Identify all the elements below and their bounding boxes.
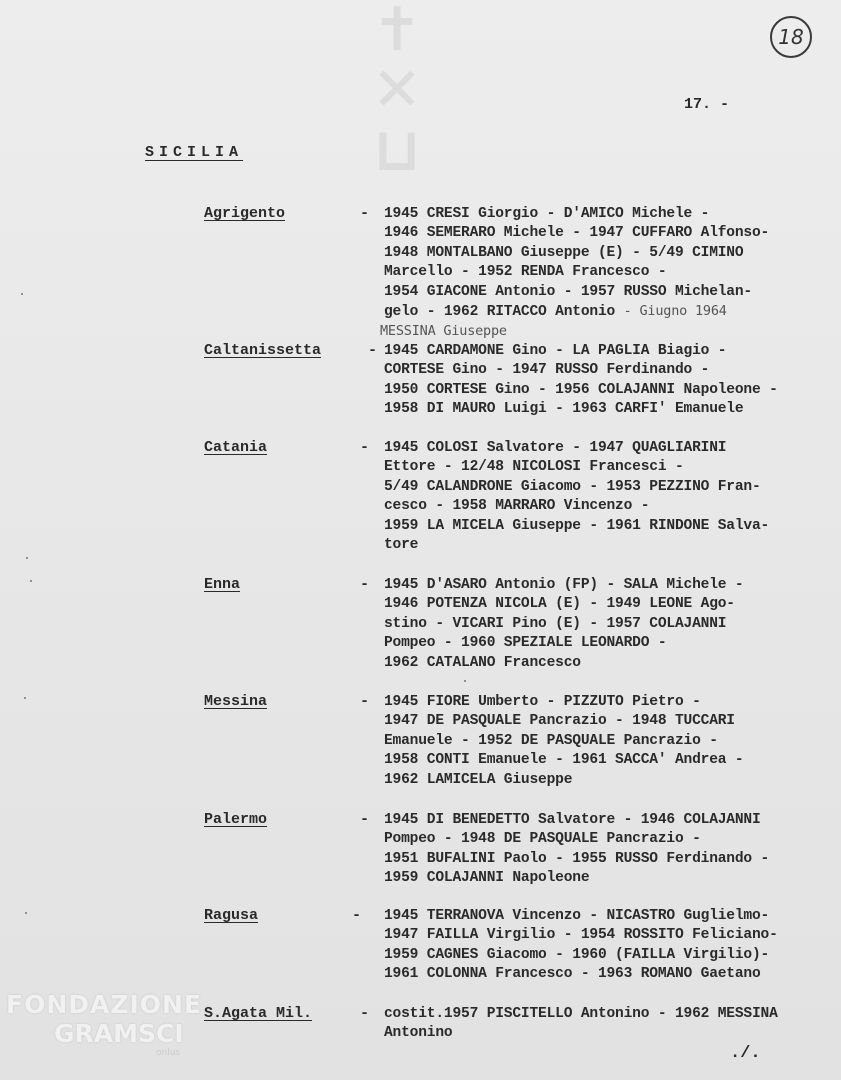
province-name: Agrigento	[204, 205, 286, 222]
typed-note: - Giugno 1964	[623, 302, 727, 319]
typed-note-line: MESSINA Giuseppe	[380, 323, 507, 339]
list-line: Ettore - 12/48 NICOLOSI Francesci -	[384, 459, 684, 476]
list-line: 1945 CRESI Giorgio - D'AMICO Michele -	[384, 206, 710, 222]
list-line: CORTESE Gino - 1947 RUSSO Ferdinando -	[384, 362, 710, 379]
logo-text: GRAMSCI	[54, 1019, 184, 1048]
list-line: 1959 COLAJANNI Napoleone	[384, 870, 590, 887]
list-line: tore	[384, 536, 419, 553]
province-name: Ragusa	[204, 907, 259, 924]
list-line: 1962 CATALANO Francesco	[384, 654, 581, 671]
list-line: 1948 MONTALBANO Giuseppe (E) - 5/49 CIMINO	[384, 244, 744, 261]
entry-dash: -	[360, 439, 370, 456]
province-name: S.Agata Mil.	[204, 1005, 313, 1022]
logo-text: onlus	[156, 1048, 181, 1058]
continuation-mark: ./.	[730, 1044, 761, 1063]
entry-dash: -	[360, 1005, 370, 1022]
list-line: 1962 LAMICELA Giuseppe	[384, 771, 573, 788]
list-line: 1947 DE PASQUALE Pancrazio - 1948 TUCCARI	[384, 713, 735, 730]
watermark-decoration: ✝ ✕ ⊔	[371, 0, 423, 185]
list-line: 1947 FAILLA Virgilio - 1954 ROSSITO Feliciano-	[384, 927, 778, 944]
fondazione-gramsci-logo	[6, 990, 221, 1070]
list-line: 1945 DI BENEDETTO Salvatore - 1946 COLAJANNI	[384, 812, 761, 828]
list-line: Pompeo - 1960 SPEZIALE LEONARDO -	[384, 635, 667, 652]
list-line: 1951 BUFALINI Paolo - 1955 RUSSO Ferdinando -	[384, 850, 770, 867]
list-line: 1958 DI MAURO Luigi - 1963 CARFI' Emanuele	[384, 401, 744, 418]
province-name: Palermo	[204, 811, 268, 828]
list-line: 5/49 CALANDRONE Giacomo - 1953 PEZZINO Fran-	[384, 478, 761, 495]
list-line: Pompeo - 1948 DE PASQUALE Pancrazio -	[384, 831, 701, 848]
list-line: Emanuele - 1952 DE PASQUALE Pancrazio -	[384, 732, 718, 749]
list-line: cesco - 1958 MARRARO Vincenzo -	[384, 498, 650, 515]
secretaries-list	[384, 576, 836, 673]
province-name: Caltanissetta	[204, 342, 322, 359]
province-name: Messina	[204, 693, 268, 710]
province-name: Catania	[204, 439, 268, 456]
list-line: 1945 D'ASARO Antonio (FP) - SALA Michele -	[384, 577, 744, 593]
scan-speck	[464, 680, 466, 682]
entry-dash: -	[360, 576, 370, 593]
entry-dash: -	[360, 693, 370, 710]
entry-dash: -	[360, 811, 370, 828]
list-line: 1950 CORTESE Gino - 1956 COLAJANNI Napoleone -	[384, 381, 778, 398]
entry-dash: -	[368, 342, 378, 359]
scan-speck	[25, 912, 27, 914]
list-line: 1958 CONTI Emanuele - 1961 SACCA' Andrea -	[384, 752, 744, 769]
entry-dash: -	[360, 205, 370, 222]
list-line: 1946 POTENZA NICOLA (E) - 1949 LEONE Ago-	[384, 596, 735, 613]
secretaries-list	[384, 205, 836, 321]
list-line: 1945 FIORE Umberto - PIZZUTO Pietro -	[384, 694, 701, 710]
secretaries-list	[384, 907, 836, 985]
list-line-text: gelo - 1962 RITACCO Antonio	[384, 303, 616, 320]
province-name: Enna	[204, 576, 241, 593]
page-number: 17. -	[684, 96, 730, 113]
secretaries-list	[384, 342, 836, 420]
list-line: 1945 CARDAMONE Gino - LA PAGLIA Biagio -	[384, 343, 727, 359]
logo-text: FONDAZIONE	[6, 990, 203, 1019]
list-line: 1959 LA MICELA Giuseppe - 1961 RINDONE Salva-	[384, 517, 770, 534]
secretaries-list	[384, 693, 836, 790]
list-line: costit.1957 PISCITELLO Antonino - 1962 MESSINA	[384, 1006, 778, 1022]
list-line: 1954 GIACONE Antonio - 1957 RUSSO Michelan-	[384, 283, 752, 300]
secretaries-list	[384, 439, 836, 555]
secretaries-list	[384, 811, 836, 889]
list-line: Marcello - 1952 RENDA Francesco -	[384, 264, 667, 281]
list-line: 1945 TERRANOVA Vincenzo - NICASTRO Guglielmo-	[384, 908, 770, 924]
page-circle-number: 18	[770, 16, 812, 58]
list-line: stino - VICARI Pino (E) - 1957 COLAJANNI	[384, 615, 727, 632]
scan-speck	[30, 580, 32, 582]
list-line: Antonino	[384, 1025, 453, 1042]
scan-speck	[21, 293, 23, 295]
entry-dash: -	[352, 907, 362, 924]
list-line	[384, 302, 836, 321]
region-heading: SICILIA	[145, 144, 244, 161]
secretaries-list	[384, 1005, 836, 1044]
list-line: 1959 CAGNES Giacomo - 1960 (FAILLA Virgilio)-	[384, 946, 770, 963]
scan-speck	[24, 697, 26, 699]
list-line: 1961 COLONNA Francesco - 1963 ROMANO Gaetano	[384, 966, 761, 983]
list-line: 1945 COLOSI Salvatore - 1947 QUAGLIARINI	[384, 440, 727, 456]
scan-speck	[26, 557, 28, 559]
list-line: 1946 SEMERARO Michele - 1947 CUFFARO Alfonso-	[384, 225, 770, 242]
